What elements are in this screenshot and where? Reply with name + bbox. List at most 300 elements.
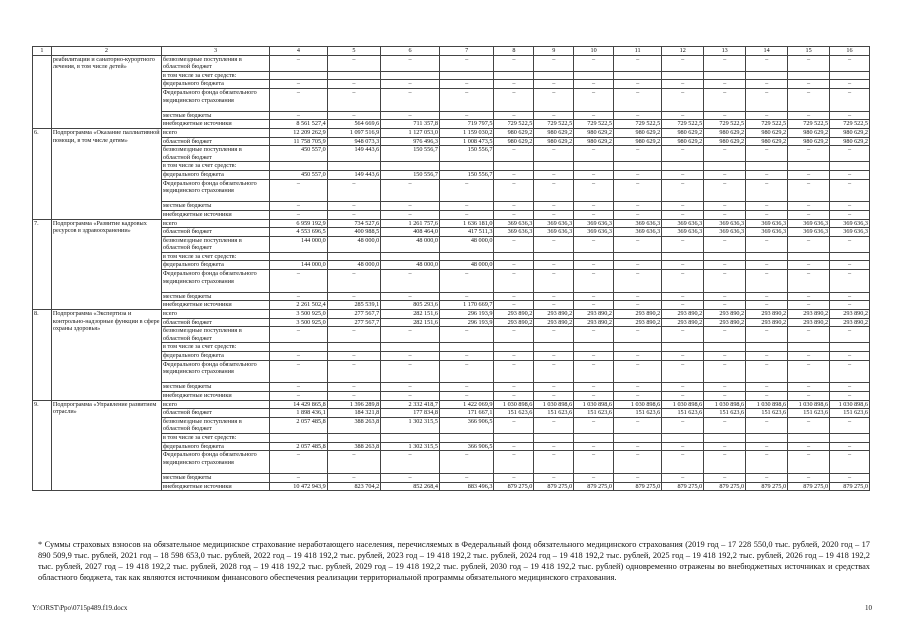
value-cell: –: [746, 473, 788, 482]
value-cell: –: [534, 383, 574, 392]
value-cell: –: [704, 301, 746, 310]
value-cell: –: [270, 210, 328, 219]
value-cell: 1 636 181,0: [439, 219, 494, 228]
value-cell: –: [494, 88, 534, 111]
value-cell: –: [830, 301, 870, 310]
source-label: областной бюджет: [162, 228, 270, 237]
value-cell: –: [614, 383, 662, 392]
value-cell: [270, 71, 328, 80]
value-cell: –: [494, 451, 534, 474]
value-cell: 450 557,0: [270, 170, 328, 179]
value-cell: –: [270, 360, 328, 383]
value-cell: –: [614, 451, 662, 474]
value-cell: –: [830, 88, 870, 111]
value-cell: [381, 162, 440, 171]
value-cell: –: [662, 111, 704, 120]
value-cell: 2 057 485,8: [270, 417, 328, 433]
value-cell: –: [574, 327, 614, 343]
value-cell: 2 057 485,8: [270, 442, 328, 451]
value-cell: 980 629,2: [746, 137, 788, 146]
value-cell: –: [830, 170, 870, 179]
value-cell: –: [327, 80, 380, 89]
value-cell: 976 496,3: [381, 137, 440, 146]
value-cell: –: [534, 451, 574, 474]
value-cell: 879 275,0: [494, 482, 534, 491]
page-number: 10: [865, 604, 872, 612]
value-cell: –: [439, 327, 494, 343]
source-label: всего: [162, 310, 270, 319]
value-cell: 293 890,2: [704, 318, 746, 327]
header-cell: 5: [327, 47, 380, 56]
value-cell: 980 629,2: [662, 137, 704, 146]
value-cell: –: [746, 352, 788, 361]
value-cell: –: [574, 261, 614, 270]
value-cell: –: [574, 88, 614, 111]
value-cell: –: [614, 111, 662, 120]
value-cell: 980 629,2: [494, 128, 534, 137]
value-cell: –: [704, 179, 746, 202]
value-cell: –: [534, 210, 574, 219]
value-cell: –: [662, 473, 704, 482]
source-label: Федерального фонда обязательного медицинского страхования: [162, 88, 270, 111]
value-cell: –: [746, 111, 788, 120]
value-cell: –: [270, 473, 328, 482]
value-cell: 729 522,5: [704, 120, 746, 129]
value-cell: 293 890,2: [788, 310, 830, 319]
value-cell: 10 472 943,9: [270, 482, 328, 491]
value-cell: 823 704,2: [327, 482, 380, 491]
value-cell: –: [830, 327, 870, 343]
value-cell: –: [830, 146, 870, 162]
value-cell: 48 000,0: [439, 236, 494, 252]
value-cell: 369 636,3: [830, 219, 870, 228]
value-cell: –: [746, 442, 788, 451]
row-number: 9.: [33, 400, 52, 491]
value-cell: –: [704, 80, 746, 89]
value-cell: [574, 433, 614, 442]
value-cell: [574, 252, 614, 261]
table-row: [33, 219, 870, 228]
value-cell: –: [439, 202, 494, 211]
value-cell: [614, 433, 662, 442]
value-cell: 150 556,7: [439, 170, 494, 179]
table-row: [33, 55, 870, 71]
value-cell: –: [439, 392, 494, 401]
value-cell: 980 629,2: [830, 128, 870, 137]
value-cell: [746, 71, 788, 80]
value-cell: –: [788, 327, 830, 343]
value-cell: [381, 343, 440, 352]
value-cell: –: [746, 55, 788, 71]
table-row: [33, 310, 870, 319]
value-cell: –: [704, 261, 746, 270]
value-cell: –: [746, 392, 788, 401]
value-cell: [494, 162, 534, 171]
source-label: федерального бюджета: [162, 170, 270, 179]
value-cell: 980 629,2: [704, 128, 746, 137]
value-cell: –: [270, 383, 328, 392]
value-cell: –: [788, 417, 830, 433]
value-cell: 1 030 898,6: [662, 400, 704, 409]
value-cell: –: [662, 352, 704, 361]
value-cell: –: [746, 417, 788, 433]
subprogram-name: реабилитации и санаторно-курортного лечения, в том числе детей»: [51, 55, 161, 128]
value-cell: –: [614, 146, 662, 162]
source-label: федерального бюджета: [162, 442, 270, 451]
value-cell: 879 275,0: [662, 482, 704, 491]
value-cell: [830, 343, 870, 352]
value-cell: –: [327, 451, 380, 474]
value-cell: 1 030 898,6: [788, 400, 830, 409]
value-cell: 883 496,3: [439, 482, 494, 491]
value-cell: –: [614, 270, 662, 293]
value-cell: –: [830, 392, 870, 401]
value-cell: –: [439, 80, 494, 89]
value-cell: 729 522,5: [746, 120, 788, 129]
value-cell: [746, 162, 788, 171]
value-cell: –: [574, 301, 614, 310]
value-cell: –: [574, 442, 614, 451]
value-cell: 729 522,5: [534, 120, 574, 129]
value-cell: [662, 433, 704, 442]
value-cell: –: [270, 451, 328, 474]
value-cell: –: [746, 210, 788, 219]
value-cell: 369 636,3: [494, 228, 534, 237]
value-cell: 369 636,3: [534, 219, 574, 228]
value-cell: [830, 433, 870, 442]
source-label: безвозмездные поступления в областной бюджет: [162, 146, 270, 162]
value-cell: 729 522,5: [788, 120, 830, 129]
value-cell: –: [327, 55, 380, 71]
value-cell: 980 629,2: [662, 128, 704, 137]
value-cell: –: [534, 170, 574, 179]
subprogram-name: Подпрограмма «Экспертиза и контрольно-надзорные функции в сфере охраны здоровья»: [51, 310, 161, 401]
value-cell: –: [614, 417, 662, 433]
value-cell: 388 263,8: [327, 417, 380, 433]
value-cell: [534, 343, 574, 352]
value-cell: 149 443,6: [327, 146, 380, 162]
value-cell: [494, 343, 534, 352]
value-cell: 151 623,6: [494, 409, 534, 418]
value-cell: –: [574, 236, 614, 252]
value-cell: –: [662, 179, 704, 202]
value-cell: 277 567,7: [327, 310, 380, 319]
source-label: федерального бюджета: [162, 80, 270, 89]
value-cell: 48 000,0: [327, 261, 380, 270]
value-cell: –: [830, 451, 870, 474]
value-cell: 711 357,8: [381, 120, 440, 129]
value-cell: –: [788, 210, 830, 219]
value-cell: 1 097 516,9: [327, 128, 380, 137]
value-cell: –: [704, 170, 746, 179]
value-cell: –: [614, 352, 662, 361]
value-cell: 8 561 527,4: [270, 120, 328, 129]
value-cell: 293 890,2: [494, 310, 534, 319]
value-cell: 1 030 898,6: [534, 400, 574, 409]
value-cell: –: [788, 292, 830, 301]
value-cell: –: [662, 146, 704, 162]
value-cell: 296 193,9: [439, 318, 494, 327]
value-cell: –: [788, 301, 830, 310]
value-cell: 6 959 192,9: [270, 219, 328, 228]
table-row: [33, 128, 870, 137]
value-cell: –: [534, 473, 574, 482]
header-cell: 6: [381, 47, 440, 56]
source-label: местные бюджеты: [162, 111, 270, 120]
value-cell: –: [574, 352, 614, 361]
value-cell: –: [614, 473, 662, 482]
value-cell: [381, 71, 440, 80]
value-cell: 369 636,3: [574, 219, 614, 228]
value-cell: [830, 162, 870, 171]
value-cell: 980 629,2: [830, 137, 870, 146]
value-cell: 2 261 502,4: [270, 301, 328, 310]
value-cell: –: [381, 292, 440, 301]
source-label: безвозмездные поступления в областной бюджет: [162, 327, 270, 343]
value-cell: [327, 252, 380, 261]
value-cell: 408 464,0: [381, 228, 440, 237]
value-cell: –: [662, 360, 704, 383]
source-label: безвозмездные поступления в областной бюджет: [162, 417, 270, 433]
value-cell: 729 522,5: [830, 120, 870, 129]
value-cell: –: [534, 80, 574, 89]
source-label: в том числе за счет средств:: [162, 343, 270, 352]
value-cell: 980 629,2: [574, 128, 614, 137]
header-cell: 12: [662, 47, 704, 56]
value-cell: –: [574, 360, 614, 383]
value-cell: 980 629,2: [534, 128, 574, 137]
table-row: [33, 400, 870, 409]
value-cell: –: [439, 473, 494, 482]
value-cell: [614, 71, 662, 80]
value-cell: [574, 162, 614, 171]
value-cell: –: [788, 55, 830, 71]
value-cell: 734 527,6: [327, 219, 380, 228]
table-body: [33, 47, 870, 491]
header-cell: 3: [162, 47, 270, 56]
value-cell: –: [788, 392, 830, 401]
value-cell: –: [494, 473, 534, 482]
value-cell: 293 890,2: [788, 318, 830, 327]
value-cell: –: [494, 392, 534, 401]
source-label: местные бюджеты: [162, 383, 270, 392]
value-cell: –: [534, 261, 574, 270]
subprogram-name: Подпрограмма «Оказание паллиативной помощи, в том числе детям»: [51, 128, 161, 219]
header-cell: 4: [270, 47, 328, 56]
value-cell: –: [494, 146, 534, 162]
value-cell: [327, 162, 380, 171]
value-cell: –: [614, 261, 662, 270]
value-cell: –: [494, 417, 534, 433]
value-cell: 1 030 898,6: [614, 400, 662, 409]
value-cell: 282 151,6: [381, 318, 440, 327]
value-cell: 450 557,0: [270, 146, 328, 162]
value-cell: –: [830, 80, 870, 89]
value-cell: –: [746, 170, 788, 179]
source-label: всего: [162, 400, 270, 409]
value-cell: –: [327, 352, 380, 361]
value-cell: –: [704, 210, 746, 219]
value-cell: 151 623,6: [662, 409, 704, 418]
value-cell: –: [494, 383, 534, 392]
value-cell: –: [746, 88, 788, 111]
value-cell: –: [574, 451, 614, 474]
value-cell: [327, 343, 380, 352]
source-label: внебюджетные источники: [162, 482, 270, 491]
value-cell: –: [494, 327, 534, 343]
value-cell: 48 000,0: [381, 236, 440, 252]
value-cell: –: [439, 292, 494, 301]
value-cell: –: [534, 327, 574, 343]
value-cell: –: [746, 146, 788, 162]
header-cell: 8: [494, 47, 534, 56]
value-cell: [788, 433, 830, 442]
value-cell: –: [788, 352, 830, 361]
value-cell: –: [381, 270, 440, 293]
value-cell: –: [494, 360, 534, 383]
value-cell: 729 522,5: [662, 120, 704, 129]
value-cell: 729 522,5: [494, 120, 534, 129]
value-cell: –: [662, 202, 704, 211]
value-cell: 1 030 898,6: [574, 400, 614, 409]
value-cell: –: [270, 80, 328, 89]
value-cell: 293 890,2: [662, 310, 704, 319]
value-cell: –: [662, 442, 704, 451]
value-cell: –: [614, 292, 662, 301]
value-cell: 369 636,3: [494, 219, 534, 228]
value-cell: –: [494, 111, 534, 120]
value-cell: 293 890,2: [830, 310, 870, 319]
source-label: внебюджетные источники: [162, 120, 270, 129]
value-cell: [439, 433, 494, 442]
value-cell: –: [746, 301, 788, 310]
row-number: 7.: [33, 219, 52, 310]
value-cell: 177 834,8: [381, 409, 440, 418]
value-cell: –: [830, 417, 870, 433]
value-cell: [704, 252, 746, 261]
value-cell: [534, 433, 574, 442]
value-cell: –: [788, 111, 830, 120]
value-cell: 151 623,6: [788, 409, 830, 418]
value-cell: 184 321,8: [327, 409, 380, 418]
value-cell: –: [704, 360, 746, 383]
value-cell: –: [614, 236, 662, 252]
value-cell: –: [439, 383, 494, 392]
value-cell: –: [704, 451, 746, 474]
value-cell: –: [614, 327, 662, 343]
value-cell: –: [746, 292, 788, 301]
value-cell: 293 890,2: [614, 310, 662, 319]
value-cell: 369 636,3: [830, 228, 870, 237]
value-cell: 1 898 436,1: [270, 409, 328, 418]
value-cell: –: [788, 360, 830, 383]
value-cell: 366 906,5: [439, 442, 494, 451]
value-cell: 1 159 030,2: [439, 128, 494, 137]
value-cell: –: [704, 55, 746, 71]
value-cell: 171 667,1: [439, 409, 494, 418]
value-cell: –: [746, 236, 788, 252]
value-cell: –: [494, 352, 534, 361]
value-cell: –: [494, 442, 534, 451]
value-cell: –: [534, 417, 574, 433]
value-cell: –: [439, 270, 494, 293]
value-cell: 729 522,5: [574, 120, 614, 129]
value-cell: –: [381, 88, 440, 111]
value-cell: –: [534, 146, 574, 162]
value-cell: –: [746, 261, 788, 270]
value-cell: –: [534, 88, 574, 111]
value-cell: –: [746, 179, 788, 202]
value-cell: 14 429 865,8: [270, 400, 328, 409]
value-cell: –: [830, 383, 870, 392]
value-cell: 293 890,2: [574, 310, 614, 319]
value-cell: –: [614, 392, 662, 401]
budget-table: [32, 46, 870, 491]
value-cell: 369 636,3: [788, 228, 830, 237]
source-label: безвозмездные поступления в областной бюджет: [162, 55, 270, 71]
header-cell: 1: [33, 47, 52, 56]
value-cell: –: [662, 270, 704, 293]
value-cell: –: [494, 270, 534, 293]
value-cell: –: [704, 146, 746, 162]
value-cell: –: [662, 88, 704, 111]
value-cell: –: [704, 111, 746, 120]
value-cell: 369 636,3: [534, 228, 574, 237]
value-cell: 980 629,2: [788, 137, 830, 146]
value-cell: –: [662, 327, 704, 343]
value-cell: [704, 71, 746, 80]
header-cell: 15: [788, 47, 830, 56]
value-cell: [788, 71, 830, 80]
value-cell: –: [381, 210, 440, 219]
value-cell: –: [270, 270, 328, 293]
value-cell: 879 275,0: [830, 482, 870, 491]
value-cell: –: [704, 202, 746, 211]
row-number: [33, 55, 52, 128]
row-number: 8.: [33, 310, 52, 401]
value-cell: –: [327, 383, 380, 392]
source-label: Федерального фонда обязательного медицинского страхования: [162, 270, 270, 293]
value-cell: –: [574, 170, 614, 179]
value-cell: –: [439, 88, 494, 111]
value-cell: 369 636,3: [704, 228, 746, 237]
value-cell: 1 396 289,8: [327, 400, 380, 409]
value-cell: –: [574, 392, 614, 401]
value-cell: –: [704, 327, 746, 343]
value-cell: –: [704, 383, 746, 392]
value-cell: 1 008 473,5: [439, 137, 494, 146]
source-label: в том числе за счет средств:: [162, 252, 270, 261]
value-cell: [704, 162, 746, 171]
value-cell: –: [439, 451, 494, 474]
header-cell: 16: [830, 47, 870, 56]
value-cell: 366 906,5: [439, 417, 494, 433]
source-label: безвозмездные поступления в областной бюджет: [162, 236, 270, 252]
value-cell: –: [830, 261, 870, 270]
value-cell: 282 151,6: [381, 310, 440, 319]
value-cell: –: [534, 270, 574, 293]
value-cell: –: [662, 236, 704, 252]
value-cell: –: [270, 327, 328, 343]
value-cell: –: [534, 360, 574, 383]
value-cell: –: [574, 417, 614, 433]
value-cell: 1 261 757,6: [381, 219, 440, 228]
value-cell: 400 988,5: [327, 228, 380, 237]
value-cell: –: [830, 360, 870, 383]
value-cell: –: [830, 236, 870, 252]
value-cell: –: [439, 111, 494, 120]
value-cell: 980 629,2: [614, 128, 662, 137]
